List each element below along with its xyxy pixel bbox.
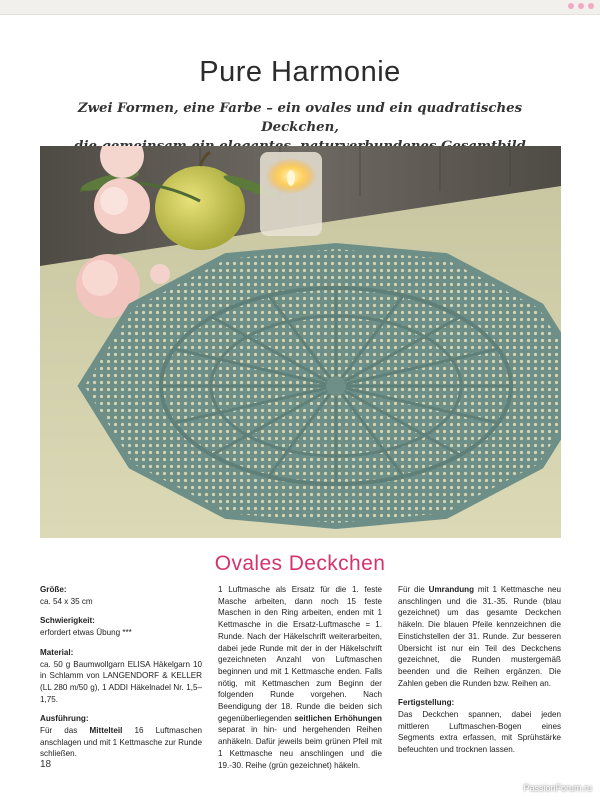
finish-value: Das Deckchen spannen, dabei jeden mittleren Luftmaschen-Bogen eines Segments extra erfassen, mit Sprühstärke befeuchten und trocknen lassen. (398, 710, 561, 755)
material-block (40, 647, 202, 706)
size-block (40, 584, 202, 607)
execution-label: Ausführung: (40, 714, 89, 724)
page-title: Pure Harmonie (199, 56, 401, 88)
material-value: ca. 50 g Baumwollgarn ELISA Häkelgarn 10 in Schlamm von LANGENDORF & KELLER (LL 280 m/50 g), 1 ADDI Häkelnadel Nr. 1,5–1,75. (40, 659, 202, 704)
text-column-3 (398, 584, 561, 764)
execution-block (40, 713, 202, 760)
difficulty-label: Schwierigkeit: (40, 616, 95, 626)
execution-text-pre: Für das (40, 726, 90, 736)
doily-photo (40, 146, 561, 538)
finish-label: Fertigstellung: (398, 698, 455, 708)
subtitle-line-1: Zwei Formen, eine Farbe – ein ovales und ein quadratisches Deckchen, (77, 101, 523, 135)
material-label: Material: (40, 647, 74, 657)
watermark: PassionForum.ru (523, 783, 592, 793)
difficulty-value: erfordert etwas Übung *** (40, 628, 132, 638)
size-value: ca. 54 x 35 cm (40, 596, 93, 606)
border-text-pre: Für die (398, 585, 429, 594)
corner-dots (568, 3, 594, 9)
execution-text-bold: Mittelteil (89, 726, 123, 736)
execution-text-post: 16 Luftmaschen anschlagen und mit 1 Kettmasche zur Runde schließen. (40, 726, 202, 759)
section-title: Ovales Deckchen (214, 552, 386, 575)
size-label: Größe: (40, 585, 67, 594)
border-text-bold: Umrandung (428, 585, 475, 594)
top-band-rule (0, 14, 600, 15)
page-number: 18 (40, 759, 52, 770)
instructions-block (218, 584, 382, 771)
difficulty-block (40, 615, 202, 638)
top-band (0, 0, 600, 14)
instructions-text-bold: seitlichen Erhöhungen (294, 713, 382, 723)
instructions-text-post: separat in hin- und hergehenden Reihen anhäkeln. Dafür jeweils beim grünen Pfeil mit 1 Kettmasche neu anschlingen und die 19.-30. Reihe (grün gezeichnet) häkeln. (218, 725, 382, 770)
text-column-1 (40, 584, 202, 768)
border-block (398, 584, 561, 689)
border-text-post: mit 1 Kettmasche neu anschlingen und die 31.-35. Runde (blau gezeichnet) um das gesamte Deckchen häkeln. Die blauen Pfeile kennzeichnen die Einstichstellen der 31. Runde. Zur besseren Übersicht ist nur ein Teil des Deckchens gezeichnet, die Runden mustergemäß beenden und die Reihen ergänzen. Die Zahlen geben die Runden bzw. Reihen an. (398, 585, 561, 688)
text-column-2 (218, 584, 382, 779)
instructions-text-pre: 1 Luftmasche als Ersatz für die 1. feste Masche arbeiten, dann noch 15 feste Maschen in den Ring arbeiten, enden mit 1 Kettmasche in die Ersatz-Luftmasche = 1. Runde. Nach der Häkelschrift weiterarbeiten, dabei jede Runde mit der in der Häkelschrift gezeichneten Anzahl von Luftmaschen beginnen und mit 1 Kettmasche enden. Falls nötig, mit Kettmaschen zum Beginn der folgenden Runde vorgehen. Nach Beendigung der 18. Runde die beiden sich gegenüberliegenden (218, 585, 382, 723)
finish-block (398, 697, 561, 756)
